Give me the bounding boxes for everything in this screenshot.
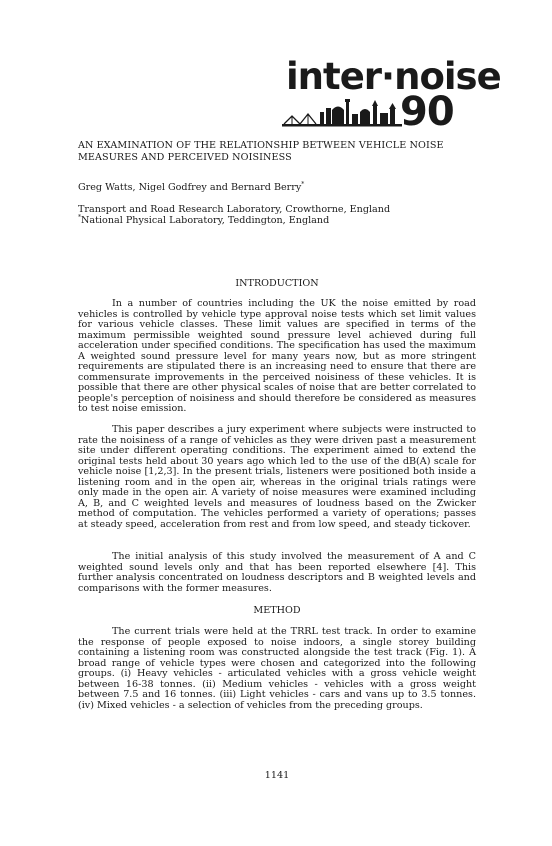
method-paragraph-1: The current trials were held at the TRRL test track. In order to examine the response of people exposed to noise indoors, a single storey building containing a listening room was constructed alongside the test track (Fig. 1). A broad range of vehicle types were chosen and categorized into the following groups. (i) Heavy vehicles - articulated vehicles with a gross vehicle weight between 16-38 tonnes. (ii) Medium vehicles - vehicles with a gross weight between 7.5 and 16 tonnes. (iii) Light vehicles - cars and vans up to 3.5 tonnes. (iv) Mixed vehicles - a selection of vehicles from the preceding groups. (78, 626, 476, 711)
introduction-paragraph-3: The initial analysis of this study involved the measurement of A and C weighted sound levels only and that has been reported elsewhere [4]. This further analysis concentrated on loudness descriptors and B weighted levels and comparisons with the former measures. (78, 551, 476, 594)
affiliation-2 (78, 214, 329, 226)
author-footnote-mark: * (301, 181, 305, 188)
logo-year: 90 (400, 89, 454, 135)
introduction-paragraph-2: This paper describes a jury experiment where subjects were instructed to rate the noisiness of a range of vehicles as they were driven past a measurement site under different operating conditions. The experiment aimed to extend the original tests held about 30 years ago which led to the use of the dB(A) scale for vehicle noise [1,2,3]. In the present trials, listeners were positioned both inside a listening room and in the open air, whereas in the original trials ratings were only made in the open air. A variety of noise measures were examined including A, B, and C weighted levels and measures of loudness based on the Zwicker method of computation. The vehicles performed a variety of operations; passes at steady speed, acceleration from rest and from low speed, and steady tickover. (78, 424, 476, 530)
authors-text: Greg Watts, Nigel Godfrey and Bernard Berry (78, 182, 302, 194)
affiliation-2-text: National Physical Laboratory, Teddington, England (81, 215, 330, 227)
paper-title: AN EXAMINATION OF THE RELATIONSHIP BETWEEN VEHICLE NOISE MEASURES AND PERCEIVED NOISINESS (78, 140, 444, 163)
section-heading-method: METHOD (253, 605, 301, 616)
skyline-graphic (282, 94, 402, 130)
affiliation-1: Transport and Road Research Laboratory, Crowthorne, England (78, 204, 391, 215)
introduction-paragraph-1: In a number of countries including the UK the noise emitted by road vehicles is controlled by vehicle type approval noise tests which set limit values for various vehicle classes. These limit values are specified in terms of the maximum permissible weighted sound pressure level achieved during full acceleration under specified conditions. The specification has used the maximum A weighted sound pressure level for many years now, but as more stringent requirements are stipulated there is an increasing need to ensure that there are commensurate improvements in the perceived noisiness of these vehicles. It is possible that there are other physical scales of noise that are better correlated to people's perception of noisiness and should therefore be considered as measures to test noise emission. (78, 298, 476, 415)
section-heading-introduction: INTRODUCTION (235, 278, 319, 289)
author-list (78, 181, 304, 193)
affiliation-footnote-mark: * (78, 214, 81, 221)
page-number: 1141 (264, 770, 290, 781)
conference-logo (282, 55, 501, 135)
logo-wordmark: inter·noise (286, 55, 501, 98)
